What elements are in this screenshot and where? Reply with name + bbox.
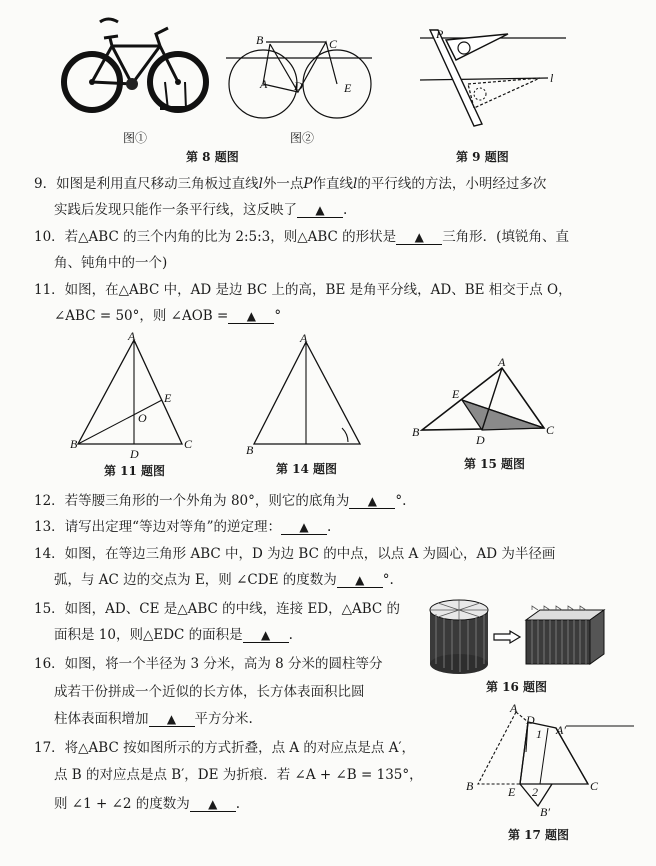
fig11-label: C xyxy=(184,437,193,451)
figure-15 xyxy=(410,354,560,448)
answer-blank[interactable]: ▲ xyxy=(349,494,395,509)
answer-blank[interactable]: ▲ xyxy=(396,230,442,245)
fig8-caption: 第 8 题图 xyxy=(186,150,239,164)
fig17-label: A xyxy=(510,701,518,715)
fig11-label: D xyxy=(130,447,139,461)
fig16-caption: 第 16 题图 xyxy=(486,680,548,694)
fig11-label: O xyxy=(138,411,147,425)
question-11-line-2: ∠ABC = 50°，则 ∠AOB = ▲ ° xyxy=(54,308,282,324)
question-14-line-1: 14．如图，在等边三角形 ABC 中，D 为边 BC 的中点，以点 A 为圆心，AD 为半径画 xyxy=(34,546,556,562)
figure-16-cylinder xyxy=(428,598,492,676)
answer-blank[interactable]: ▲ xyxy=(281,520,327,535)
fig15-label: A xyxy=(498,355,506,369)
fig17-label: 2 xyxy=(532,785,538,799)
question-10-line-2: 角、钝角中的一个) xyxy=(54,255,168,271)
fig15-caption: 第 15 题图 xyxy=(464,457,526,471)
figure-11 xyxy=(70,329,198,461)
fig8-label: C xyxy=(329,37,338,51)
fig8-label: B xyxy=(256,33,264,47)
question-12: 12．若等腰三角形的一个外角为 80°，则它的底角为 ▲ °. xyxy=(34,493,407,509)
question-10-line-1: 10．若△ABC 的三个内角的比为 2:5:3，则△ABC 的形状是 ▲ 三角形．(填锐角、直 xyxy=(34,229,569,245)
fig8-label: A xyxy=(260,77,268,91)
fig15-label: B xyxy=(412,425,420,439)
transform-arrow-icon xyxy=(492,630,522,644)
answer-blank[interactable]: ▲ xyxy=(297,203,343,218)
answer-blank[interactable]: ▲ xyxy=(337,573,383,588)
fig17-caption: 第 17 题图 xyxy=(508,828,570,842)
fig17-label: B xyxy=(466,779,474,793)
figure-17 xyxy=(464,702,642,818)
fig14-label: A xyxy=(300,331,308,345)
answer-blank[interactable]: ▲ xyxy=(243,628,289,643)
answer-blank[interactable]: ▲ xyxy=(190,797,236,812)
figure-14 xyxy=(244,331,370,457)
fig14-label: B xyxy=(246,443,254,457)
fig9-caption: 第 9 题图 xyxy=(456,150,509,164)
fig11-label: B xyxy=(70,437,78,451)
figure-9 xyxy=(418,24,568,128)
fig17-label: E xyxy=(508,785,516,799)
fig8-label: E xyxy=(344,81,352,95)
fig9-label: l xyxy=(550,71,554,85)
question-16-line-3: 柱体表面积增加 ▲ 平方分米. xyxy=(54,711,253,727)
fig17-label: B′ xyxy=(540,805,550,819)
fig17-label: 1 xyxy=(536,727,542,741)
question-17-line-1: 17．将△ABC 按如图所示的方式折叠，点 A 的对应点是点 A′， xyxy=(34,740,416,756)
fig15-label: D xyxy=(476,433,485,447)
fig8-label: D xyxy=(294,79,303,93)
question-17-line-2: 点 B 的对应点是点 B′，DE 为折痕．若 ∠A + ∠B = 135°， xyxy=(54,767,423,783)
fig15-label: E xyxy=(452,387,460,401)
question-16-line-1: 16．如图，将一个半径为 3 分米，高为 8 分米的圆柱等分 xyxy=(34,656,383,672)
fig15-label: C xyxy=(546,423,555,437)
fig17-label: A′ xyxy=(556,723,566,737)
question-15-line-1: 15．如图，AD、CE 是△ABC 的中线，连接 ED，△ABC 的 xyxy=(34,601,401,617)
fig9-label: P xyxy=(436,27,444,41)
answer-blank[interactable]: ▲ xyxy=(228,309,274,324)
fig8-sub2-label: 图② xyxy=(290,131,315,145)
bicycle-photo xyxy=(60,14,208,118)
fig14-caption: 第 14 题图 xyxy=(276,462,338,476)
fig11-label: E xyxy=(164,391,172,405)
fig11-label: A xyxy=(128,329,136,343)
answer-blank[interactable]: ▲ xyxy=(149,712,195,727)
figure-16-cuboid xyxy=(524,606,606,666)
fig11-caption: 第 11 题图 xyxy=(104,464,166,478)
fig8-sub1-label: 图① xyxy=(123,131,148,145)
question-13: 13．请写出定理“等边对等角”的逆定理： ▲ . xyxy=(34,519,332,535)
question-11-line-1: 11．如图，在△ABC 中，AD 是边 BC 上的高，BE 是角平分线，AD、BE 相交于点 O， xyxy=(34,282,572,298)
question-15-line-2: 面积是 10，则△EDC 的面积是 ▲ . xyxy=(54,627,293,643)
fig17-label: D xyxy=(526,713,535,727)
question-9-line-1: 9．如图是利用直尺移动三角板过直线l外一点P作直线l的平行线的方法，小明经过多次 xyxy=(34,176,547,192)
question-16-line-2: 成若干份拼成一个近似的长方体，长方体表面积比圆 xyxy=(54,684,365,700)
bicycle-diagram xyxy=(226,30,374,122)
question-14-line-2: 弧，与 AC 边的交点为 E，则 ∠CDE 的度数为 ▲ °. xyxy=(54,572,394,588)
question-17-line-3: 则 ∠1 + ∠2 的度数为 ▲ . xyxy=(54,796,241,812)
fig17-label: C xyxy=(590,779,599,793)
question-9-line-2: 实践后发现只能作一条平行线，这反映了 ▲ . xyxy=(54,202,348,218)
